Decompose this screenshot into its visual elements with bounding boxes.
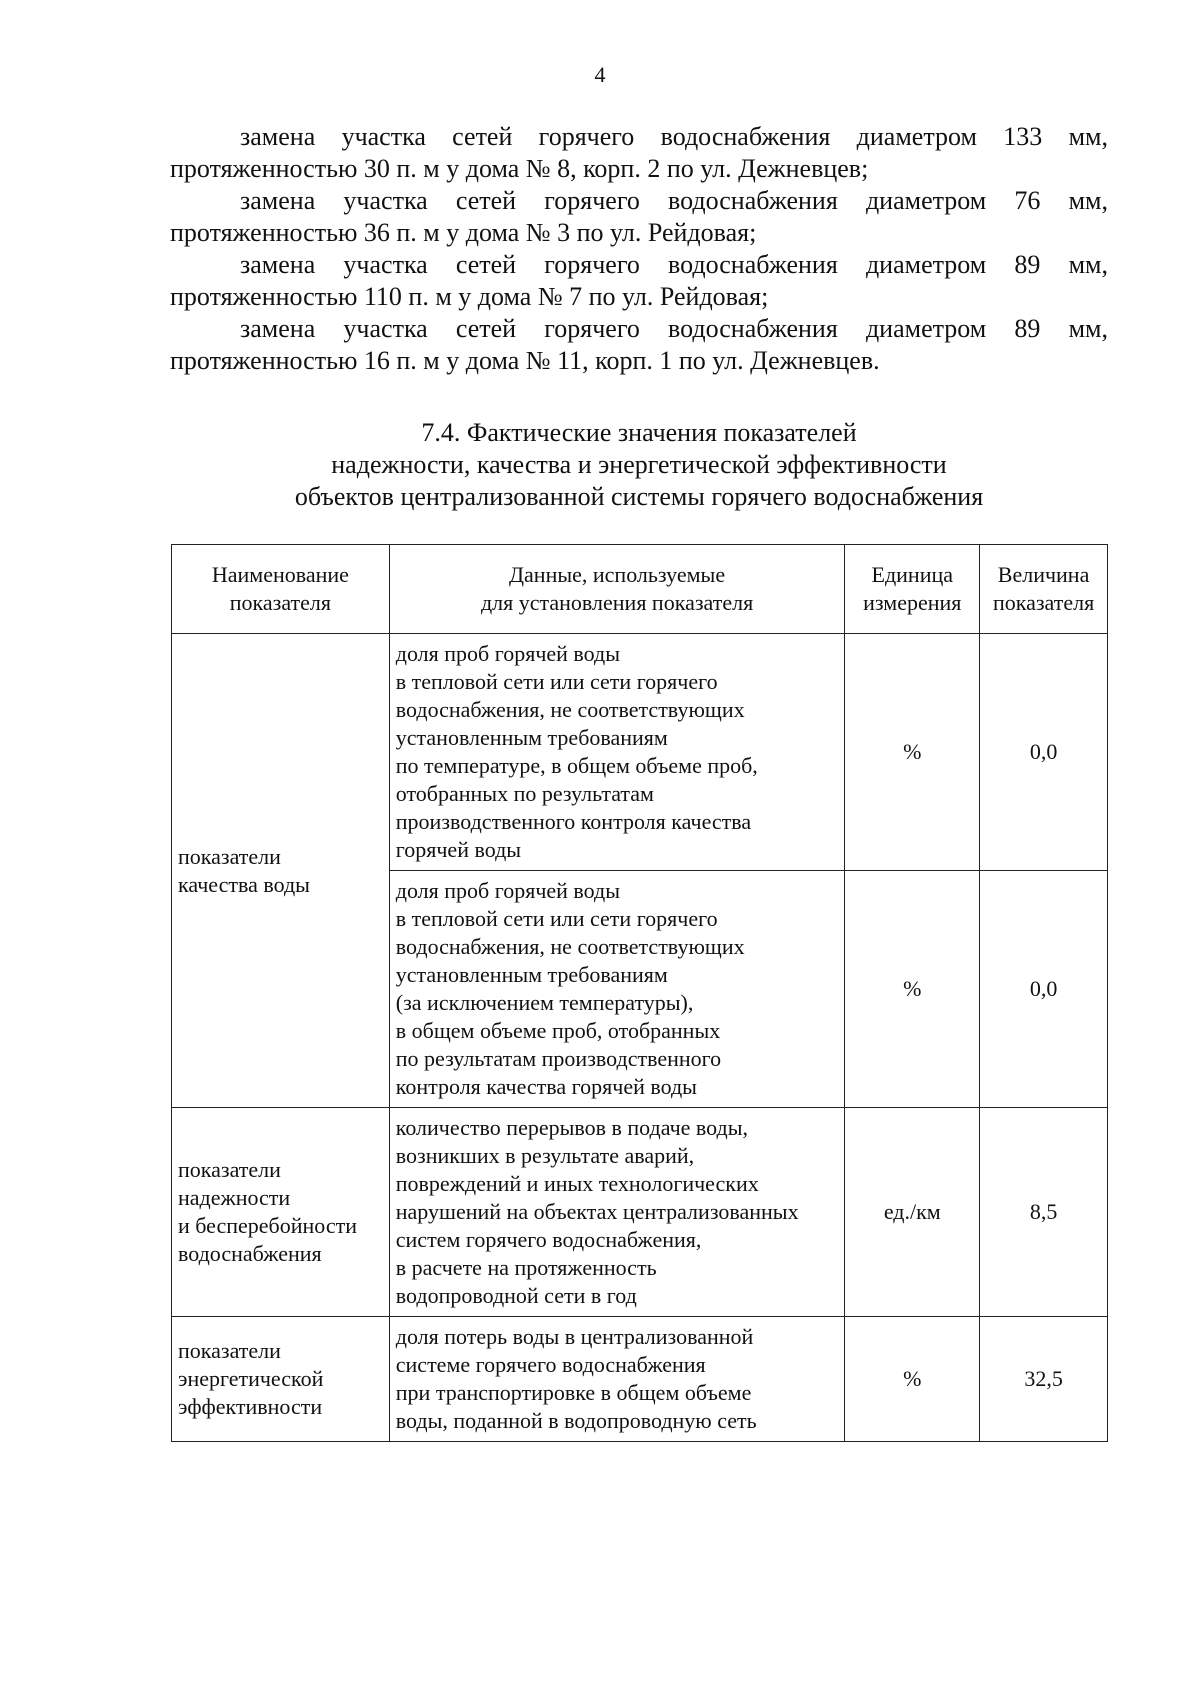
intro-item-line: протяженностью 30 п. м у дома № 8, корп. 2 по ул. Дежневцев; (170, 154, 869, 183)
table-row (172, 1317, 1108, 1442)
page-number: 4 (594, 62, 606, 87)
intro-item-line: замена участка сетей горячего водоснабжения диаметром 89 мм, (240, 250, 1108, 279)
section-heading (170, 417, 1108, 513)
section-heading-line: 7.4. Фактические значения показателей (421, 418, 857, 447)
indicator-name-quality: показатели качества воды (172, 634, 390, 1108)
indicator-name-reliability: показатели надежности и бесперебойности водоснабжения (172, 1108, 390, 1317)
indicator-data: доля проб горячей воды в тепловой сети или сети горячего водоснабжения, не соответствующих установленным требованиям (за исключением температуры), в общем объеме проб, отобранных по результатам производственного контроля качества горячей воды (389, 871, 845, 1108)
header-unit: Единица измерения (845, 545, 980, 634)
header-value: Величина показателя (980, 545, 1108, 634)
header-name: Наименование показателя (172, 545, 390, 634)
section-heading-line: надежности, качества и энергетической эффективности (331, 450, 947, 479)
header-data: Данные, используемые для установления показателя (389, 545, 845, 634)
indicator-value: 32,5 (980, 1317, 1108, 1442)
indicator-value: 0,0 (980, 871, 1108, 1108)
indicator-data: количество перерывов в подаче воды, возникших в результате аварий, повреждений и иных технологических нарушений на объектах централизованных систем горячего водоснабжения, в расчете на протяженность водопроводной сети в год (389, 1108, 845, 1317)
intro-item (170, 185, 1108, 249)
indicator-name-energy: показатели энергетической эффективности (172, 1317, 390, 1442)
table-row (172, 634, 1108, 871)
intro-list (170, 121, 1108, 377)
indicator-unit: % (845, 871, 980, 1108)
intro-item (170, 121, 1108, 185)
indicator-unit: % (845, 634, 980, 871)
section-heading-line: объектов централизованной системы горячего водоснабжения (294, 482, 984, 511)
intro-item-line: протяженностью 16 п. м у дома № 11, корп. 1 по ул. Дежневцев. (170, 346, 880, 375)
intro-item-line: замена участка сетей горячего водоснабжения диаметром 89 мм, (240, 314, 1108, 343)
intro-item (170, 249, 1108, 313)
intro-item-line: замена участка сетей горячего водоснабжения диаметром 133 мм, (240, 122, 1108, 151)
table-header-row (172, 545, 1108, 634)
intro-item-line: замена участка сетей горячего водоснабжения диаметром 76 мм, (240, 186, 1108, 215)
indicator-value: 8,5 (980, 1108, 1108, 1317)
indicators-table (171, 544, 1108, 1442)
intro-item (170, 313, 1108, 377)
table-row (172, 1108, 1108, 1317)
indicator-data: доля потерь воды в централизованной системе горячего водоснабжения при транспортировке в общем объеме воды, поданной в водопроводную сеть (389, 1317, 845, 1442)
indicator-value: 0,0 (980, 634, 1108, 871)
indicator-unit: % (845, 1317, 980, 1442)
intro-item-line: протяженностью 110 п. м у дома № 7 по ул. Рейдовая; (170, 282, 769, 311)
indicator-data: доля проб горячей воды в тепловой сети или сети горячего водоснабжения, не соответствующих установленным требованиям по температуре, в общем объеме проб, отобранных по результатам производственного контроля качества горячей воды (389, 634, 845, 871)
intro-item-line: протяженностью 36 п. м у дома № 3 по ул. Рейдовая; (170, 218, 757, 247)
indicator-unit: ед./км (845, 1108, 980, 1317)
